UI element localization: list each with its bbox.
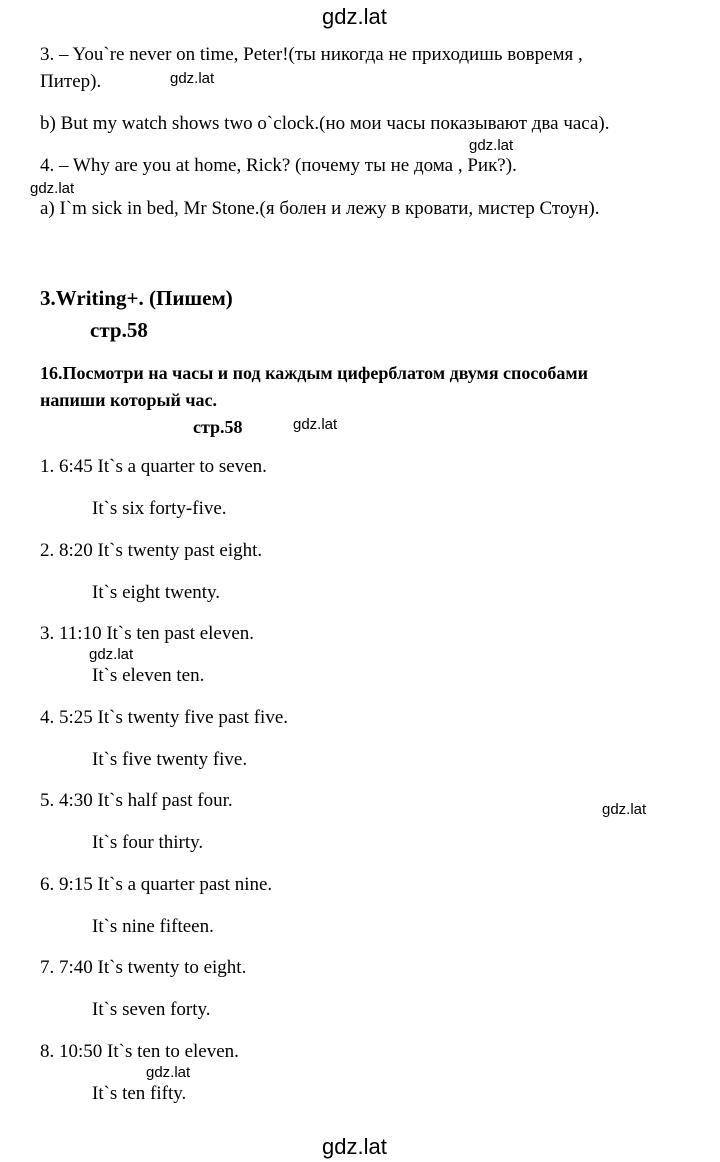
answer-6-main: 6. 9:15 It`s a quarter past nine. bbox=[40, 874, 273, 895]
dialogue-4-answer: a) I`m sick in bed, Mr Stone.(я болен и лежу в кровати, мистер Стоун). bbox=[40, 198, 600, 219]
dialogue-3-line2: Питер). bbox=[40, 71, 102, 92]
answer-8-main: 8. 10:50 It`s ten to eleven. bbox=[40, 1041, 239, 1062]
watermark: gdz.lat bbox=[469, 137, 514, 154]
answer-1-main: 1. 6:45 It`s a quarter to seven. bbox=[40, 456, 267, 477]
dialogue-4-line1: 4. – Why are you at home, Rick? (почему ты не дома , Рик?). bbox=[40, 155, 517, 176]
watermark: gdz.lat bbox=[170, 70, 215, 87]
answer-4-main: 4. 5:25 It`s twenty five past five. bbox=[40, 707, 289, 728]
answer-6-alt: It`s nine fifteen. bbox=[92, 916, 214, 937]
answer-3-alt: It`s eleven ten. bbox=[92, 665, 205, 686]
watermark: gdz.lat bbox=[30, 180, 75, 197]
answer-2-alt: It`s eight twenty. bbox=[92, 582, 221, 603]
exercise-title-line2: напиши который час. bbox=[40, 390, 218, 410]
section-title: 3.Writing+. (Пишем) bbox=[40, 286, 233, 310]
dialogue-3-answer: b) But my watch shows two o`clock.(но мои часы показывают два часа). bbox=[40, 113, 610, 134]
answer-5-alt: It`s four thirty. bbox=[92, 832, 204, 853]
dialogue-3-line1: 3. – You`re never on time, Peter!(ты никогда не приходишь вовремя , bbox=[40, 44, 583, 65]
exercise-page: стр.58 bbox=[193, 417, 243, 437]
watermark: gdz.lat bbox=[602, 801, 647, 818]
answer-5-main: 5. 4:30 It`s half past four. bbox=[40, 790, 233, 811]
answer-4-alt: It`s five twenty five. bbox=[92, 749, 248, 770]
answer-7-main: 7. 7:40 It`s twenty to eight. bbox=[40, 957, 247, 978]
section-page: стр.58 bbox=[90, 318, 148, 342]
watermark-bottom: gdz.lat bbox=[322, 1134, 387, 1159]
answer-8-alt: It`s ten fifty. bbox=[92, 1083, 187, 1104]
watermark: gdz.lat bbox=[293, 416, 338, 433]
answer-3-main: 3. 11:10 It`s ten past eleven. bbox=[40, 623, 255, 644]
watermark: gdz.lat bbox=[146, 1064, 191, 1081]
watermark-top: gdz.lat bbox=[322, 4, 387, 29]
answer-7-alt: It`s seven forty. bbox=[92, 999, 211, 1020]
answer-2-main: 2. 8:20 It`s twenty past eight. bbox=[40, 540, 263, 561]
exercise-title-line1: 16.Посмотри на часы и под каждым циферблатом двумя способами bbox=[40, 363, 589, 383]
answer-1-alt: It`s six forty-five. bbox=[92, 498, 227, 519]
watermark: gdz.lat bbox=[89, 646, 134, 663]
